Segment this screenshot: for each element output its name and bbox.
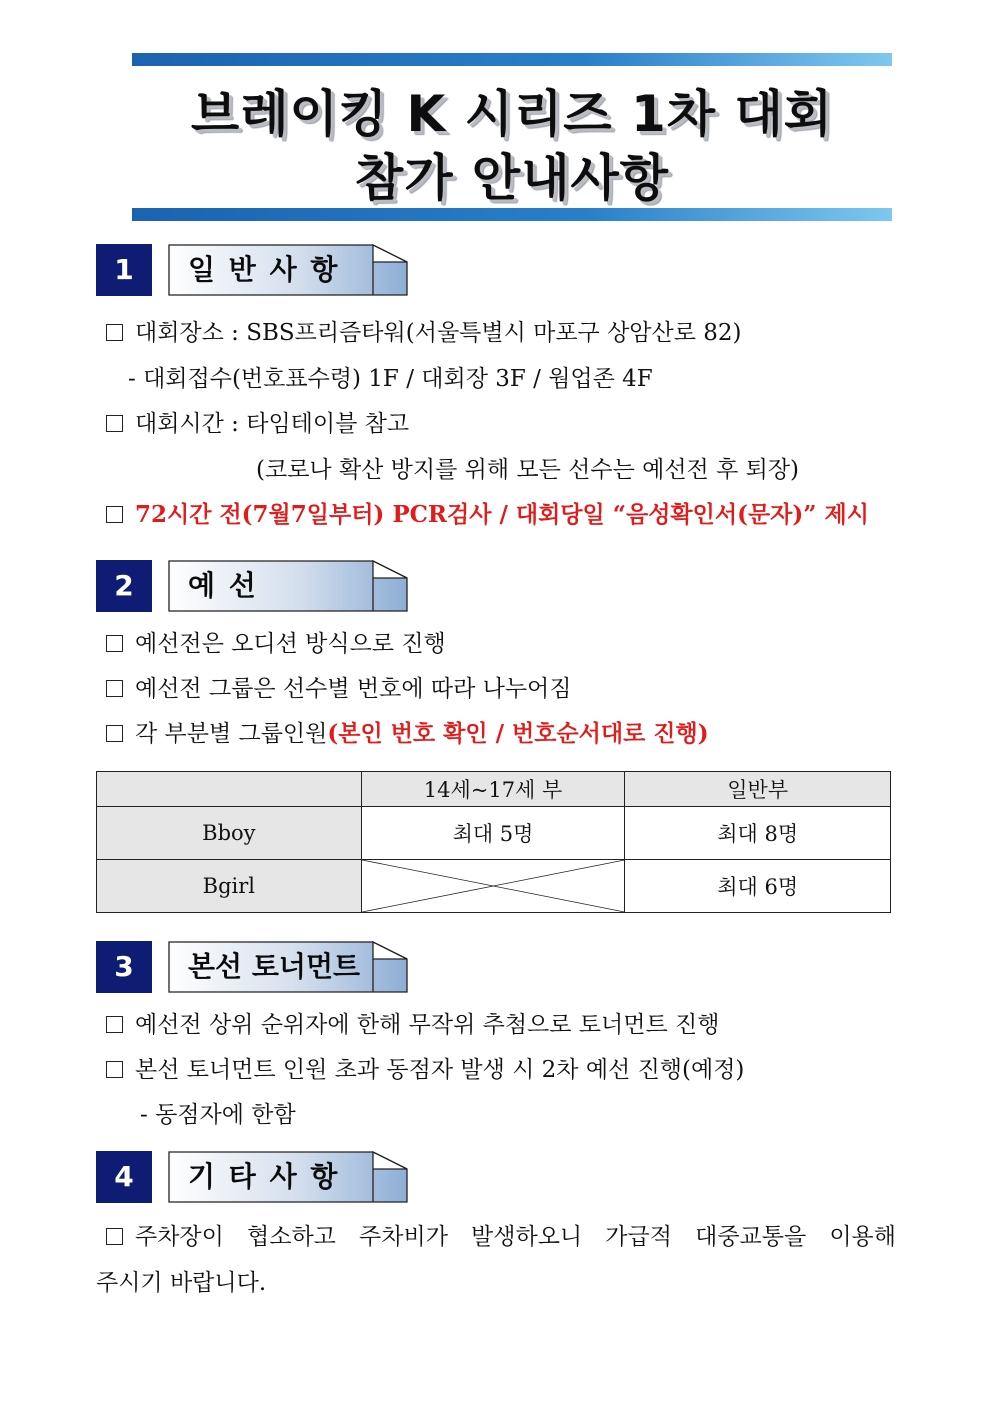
item-grouping bbox=[106, 674, 571, 704]
checkbox-icon bbox=[106, 1061, 123, 1078]
table-row bbox=[97, 860, 891, 913]
item-tiebreak-sub: - 동점자에 한함 bbox=[140, 1102, 296, 1128]
section-3-title: 본선 토너먼트 bbox=[188, 950, 361, 983]
item-draw-text: 예선전 상위 순위자에 한해 무작위 추첨으로 토너먼트 진행 bbox=[135, 1012, 720, 1038]
not-applicable-cell bbox=[361, 860, 625, 913]
section-1-header bbox=[168, 244, 408, 296]
checkbox-icon bbox=[106, 506, 123, 523]
table-row bbox=[97, 807, 891, 860]
checkbox-icon bbox=[106, 1228, 123, 1245]
item-group-size-text: 각 부분별 그룹인원 bbox=[135, 721, 328, 747]
item-grouping-text: 예선전 그룹은 선수별 번호에 따라 나누어짐 bbox=[135, 676, 572, 702]
header-bottom-bar bbox=[132, 208, 892, 221]
item-tiebreak-text: 본선 토너먼트 인원 초과 동점자 발생 시 2차 예선 진행(예정) bbox=[135, 1057, 745, 1083]
group-size-table bbox=[96, 771, 891, 913]
section-4-title: 기 타 사 항 bbox=[188, 1160, 340, 1193]
section-2-header bbox=[168, 560, 408, 612]
checkbox-icon bbox=[106, 680, 123, 697]
checkbox-icon bbox=[106, 324, 123, 341]
item-audition bbox=[106, 629, 446, 659]
page-title-line2: 참가 안내사항 bbox=[354, 149, 670, 207]
section-3-header bbox=[168, 941, 408, 993]
item-time-text: 대회시간 : 타임테이블 참고 bbox=[135, 411, 410, 437]
item-parking bbox=[106, 1222, 896, 1252]
table-cell: 최대 8명 bbox=[625, 807, 891, 860]
section-4-header bbox=[168, 1151, 408, 1203]
item-parking-text: 주차장이 협소하고 주차비가 발생하오니 가급적 대중교통을 이용해 bbox=[135, 1224, 896, 1250]
row-label-cell: Bgirl bbox=[97, 860, 362, 913]
checkbox-icon bbox=[106, 725, 123, 742]
item-group-size bbox=[106, 719, 709, 749]
table-header-cell: 14세~17세 부 bbox=[361, 772, 625, 807]
item-audition-text: 예선전은 오디션 방식으로 진행 bbox=[135, 631, 446, 657]
checkbox-icon bbox=[106, 635, 123, 652]
cross-out-icon bbox=[362, 860, 625, 912]
checkbox-icon bbox=[106, 1016, 123, 1033]
item-time bbox=[106, 409, 409, 439]
item-venue-sub: - 대회접수(번호표수령) 1F / 대회장 3F / 웜업존 4F bbox=[128, 366, 653, 392]
item-pcr-text: 72시간 전(7월7일부터) PCR검사 / 대회당일 “음성확인서(문자)” 제시 bbox=[135, 501, 869, 528]
item-pcr bbox=[106, 500, 869, 530]
table-cell: 최대 5명 bbox=[361, 807, 625, 860]
section-3-number: 3 bbox=[96, 941, 152, 993]
section-1-number: 1 bbox=[96, 244, 152, 296]
checkbox-icon bbox=[106, 415, 123, 432]
table-header-cell: 일반부 bbox=[625, 772, 891, 807]
item-parking-cont: 주시기 바랍니다. bbox=[96, 1270, 267, 1296]
header-top-bar bbox=[132, 53, 892, 66]
item-draw bbox=[106, 1010, 719, 1040]
section-2-title: 예 선 bbox=[188, 569, 258, 602]
section-1-title: 일 반 사 항 bbox=[188, 253, 340, 286]
item-group-size-highlight: (본인 번호 확인 / 번호순서대로 진행) bbox=[327, 720, 709, 747]
page-title-line1: 브레이킹 K 시리즈 1차 대회 bbox=[190, 85, 834, 143]
table-cell: 최대 6명 bbox=[625, 860, 891, 913]
section-4-number: 4 bbox=[96, 1151, 152, 1203]
item-venue-text: 대회장소 : SBS프리즘타워(서울특별시 마포구 상암산로 82) bbox=[135, 320, 742, 346]
item-tiebreak bbox=[106, 1055, 744, 1085]
item-venue bbox=[106, 318, 742, 348]
row-label-cell: Bboy bbox=[97, 807, 362, 860]
table-header-cell bbox=[97, 772, 362, 807]
section-2-number: 2 bbox=[96, 560, 152, 612]
item-time-note: (코로나 확산 방지를 위해 모든 선수는 예선전 후 퇴장) bbox=[256, 457, 800, 483]
table-header-row bbox=[97, 772, 891, 807]
